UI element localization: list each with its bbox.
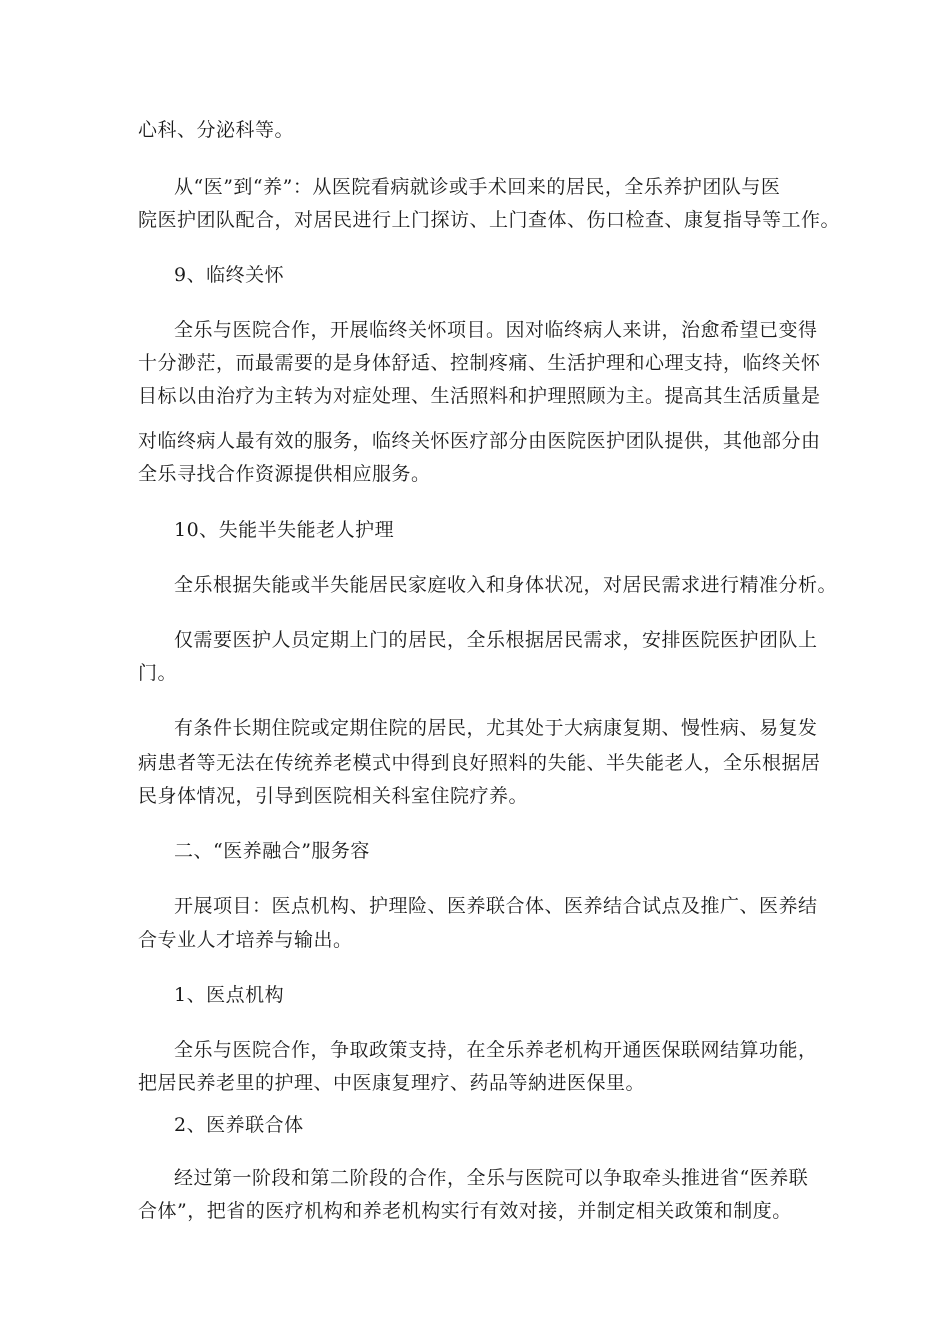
text-line: 经过第一阶段和第二阶段的合作，全乐与医院可以争取牵头推进省“医养联 [174,1167,809,1189]
section-heading: 9、临终关怀 [174,264,285,286]
text-line: 门。 [138,662,178,684]
text-line: 全乐与医院合作，争取政策支持，在全乐养老机构开通医保联网结算功能， [174,1039,818,1061]
text-line: 心科、分泌科等。 [138,119,295,141]
section-heading: 2、医养联合体 [174,1114,304,1136]
text-line: 全乐与医院合作，开展临终关怀项目。因对临终病人来讲，治愈希望已变得 [174,319,818,341]
text-line: 从“医”到“养”：从医院看病就诊或手术回来的居民，全乐养护团队与医 [174,176,781,198]
section-heading: 1、医点机构 [174,984,285,1006]
text-line: 目标以由治疗为主转为对症处理、生活照料和护理照顾为主。提高其生活质量是 [138,385,821,407]
text-line: 有条件长期住院或定期住院的居民，尤其处于大病康复期、慢性病、易复发 [174,717,818,739]
text-line: 十分渺茫，而最需要的是身体舒适、控制疼痛、生活护理和心理支持，临终关怀 [138,352,821,374]
text-line: 院医护团队配合，对居民进行上门探访、上门查体、伤口检查、康复指导等工作。 [138,209,841,231]
section-heading: 二、“医养融合”服务容 [174,840,370,862]
text-line: 民身体情况，引导到医院相关科室住院疗养。 [138,785,529,807]
text-line: 合专业人才培养与输出。 [138,929,353,951]
text-line: 全乐寻找合作资源提供相应服务。 [138,463,431,485]
text-line: 开展项目：医点机构、护理险、医养联合体、医养结合试点及推广、医养结 [174,895,818,917]
text-line: 仅需要医护人员定期上门的居民，全乐根据居民需求，安排医院医护团队上 [174,629,818,651]
text-line: 全乐根据失能或半失能居民家庭收入和身体状况，对居民需求进行精准分析。 [174,574,838,596]
text-line: 合体”，把省的医疗机构和养老机构实行有效对接，并制定相关政策和制度。 [138,1200,792,1222]
text-line: 病患者等无法在传统养老模式中得到良好照料的失能、半失能老人，全乐根据居 [138,752,821,774]
text-line: 把居民养老里的护理、中医康复理疗、药品等納进医保里。 [138,1072,646,1094]
text-line: 对临终病人最有效的服务，临终关怀医疗部分由医院医护团队提供，其他部分由 [138,430,821,452]
section-heading: 10、失能半失能老人护理 [174,519,395,541]
